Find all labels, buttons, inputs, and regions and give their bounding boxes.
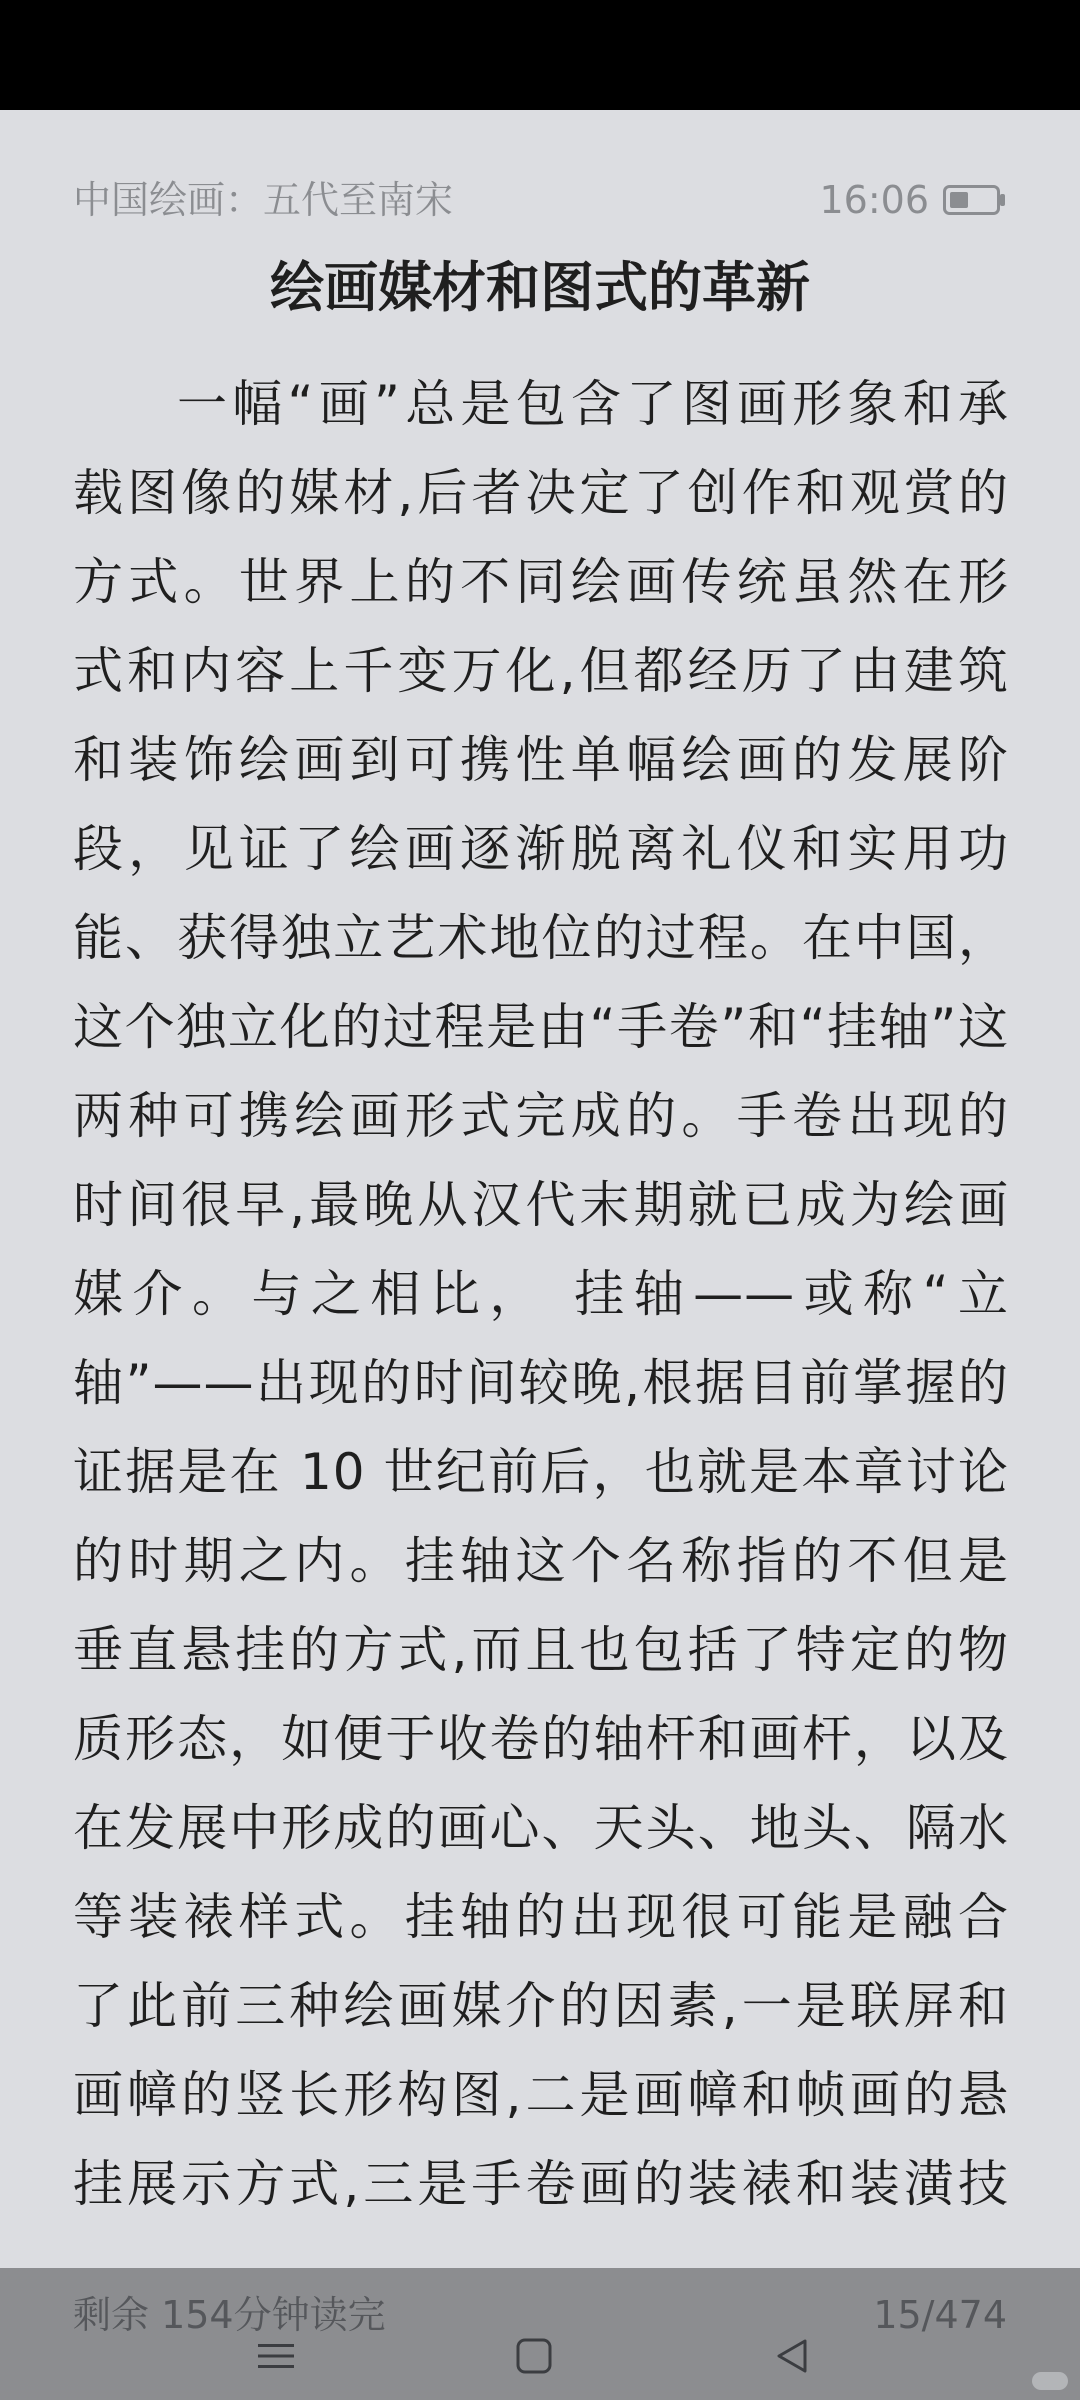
text-line: 方式。世界上的不同绘画传统虽然在形	[73, 553, 1009, 611]
reader-header	[73, 168, 1007, 232]
clock: 16:06	[819, 178, 929, 222]
chapter-title: 绘画媒材和图式的革新	[270, 256, 810, 319]
text-line: 这个独立化的过程是由“手卷”和“挂轴”这	[73, 998, 1009, 1056]
menu-icon[interactable]	[250, 2330, 302, 2382]
text-line: 垂直悬挂的方式,而且也包括了特定的物	[73, 1621, 1009, 1679]
text-line: 载图像的媒材,后者决定了创作和观赏的	[73, 464, 1009, 522]
book-title: 中国绘画：五代至南宋	[73, 178, 454, 222]
text-line: 质形态，如便于收卷的轴杆和画杆，以及	[73, 1710, 1009, 1768]
watermark	[1032, 2372, 1068, 2390]
text-line: 能、获得独立艺术地位的过程。在中国，	[73, 909, 1009, 967]
text-line: 时间很早,最晚从汉代末期就已成为绘画	[73, 1176, 1009, 1234]
text-line: 挂展示方式,三是手卷画的装裱和装潢技	[73, 2155, 1009, 2213]
clock-battery-group	[819, 168, 1007, 232]
battery-icon	[943, 183, 1007, 217]
reading-text[interactable]	[73, 360, 1009, 2229]
remaining-time: 剩余 154分钟读完	[73, 2293, 386, 2337]
back-icon[interactable]	[766, 2330, 818, 2382]
bottom-bar	[0, 2268, 1080, 2400]
text-line: 轴”——出现的时间较晚,根据目前掌握的	[73, 1354, 1009, 1412]
text-line: 了此前三种绘画媒介的因素,一是联屏和	[73, 1977, 1009, 2035]
text-line: 段，见证了绘画逐渐脱离礼仪和实用功	[73, 820, 1009, 878]
text-line: 画幛的竖长形构图,二是画幛和帧画的悬	[73, 2066, 1009, 2124]
text-line: 等装裱样式。挂轴的出现很可能是融合	[73, 1888, 1009, 1946]
system-status-bar	[0, 0, 1080, 110]
text-line: 证据是在 10 世纪前后，也就是本章讨论	[73, 1443, 1009, 1501]
text-line: 式和内容上千变万化,但都经历了由建筑	[73, 642, 1009, 700]
text-line: 和装饰绘画到可携性单幅绘画的发展阶	[73, 731, 1009, 789]
text-line: 在发展中形成的画心、天头、地头、隔水	[73, 1799, 1009, 1857]
page-counter: 15/474	[873, 2293, 1007, 2337]
text-line: 媒介。与之相比， 挂轴——或称“立	[73, 1265, 1009, 1323]
text-line: 的时期之内。挂轴这个名称指的不但是	[73, 1532, 1009, 1590]
home-icon[interactable]	[508, 2330, 560, 2382]
text-line: 一幅“画”总是包含了图画形象和承	[177, 375, 1009, 433]
text-line: 两种可携绘画形式完成的。手卷出现的	[73, 1087, 1009, 1145]
